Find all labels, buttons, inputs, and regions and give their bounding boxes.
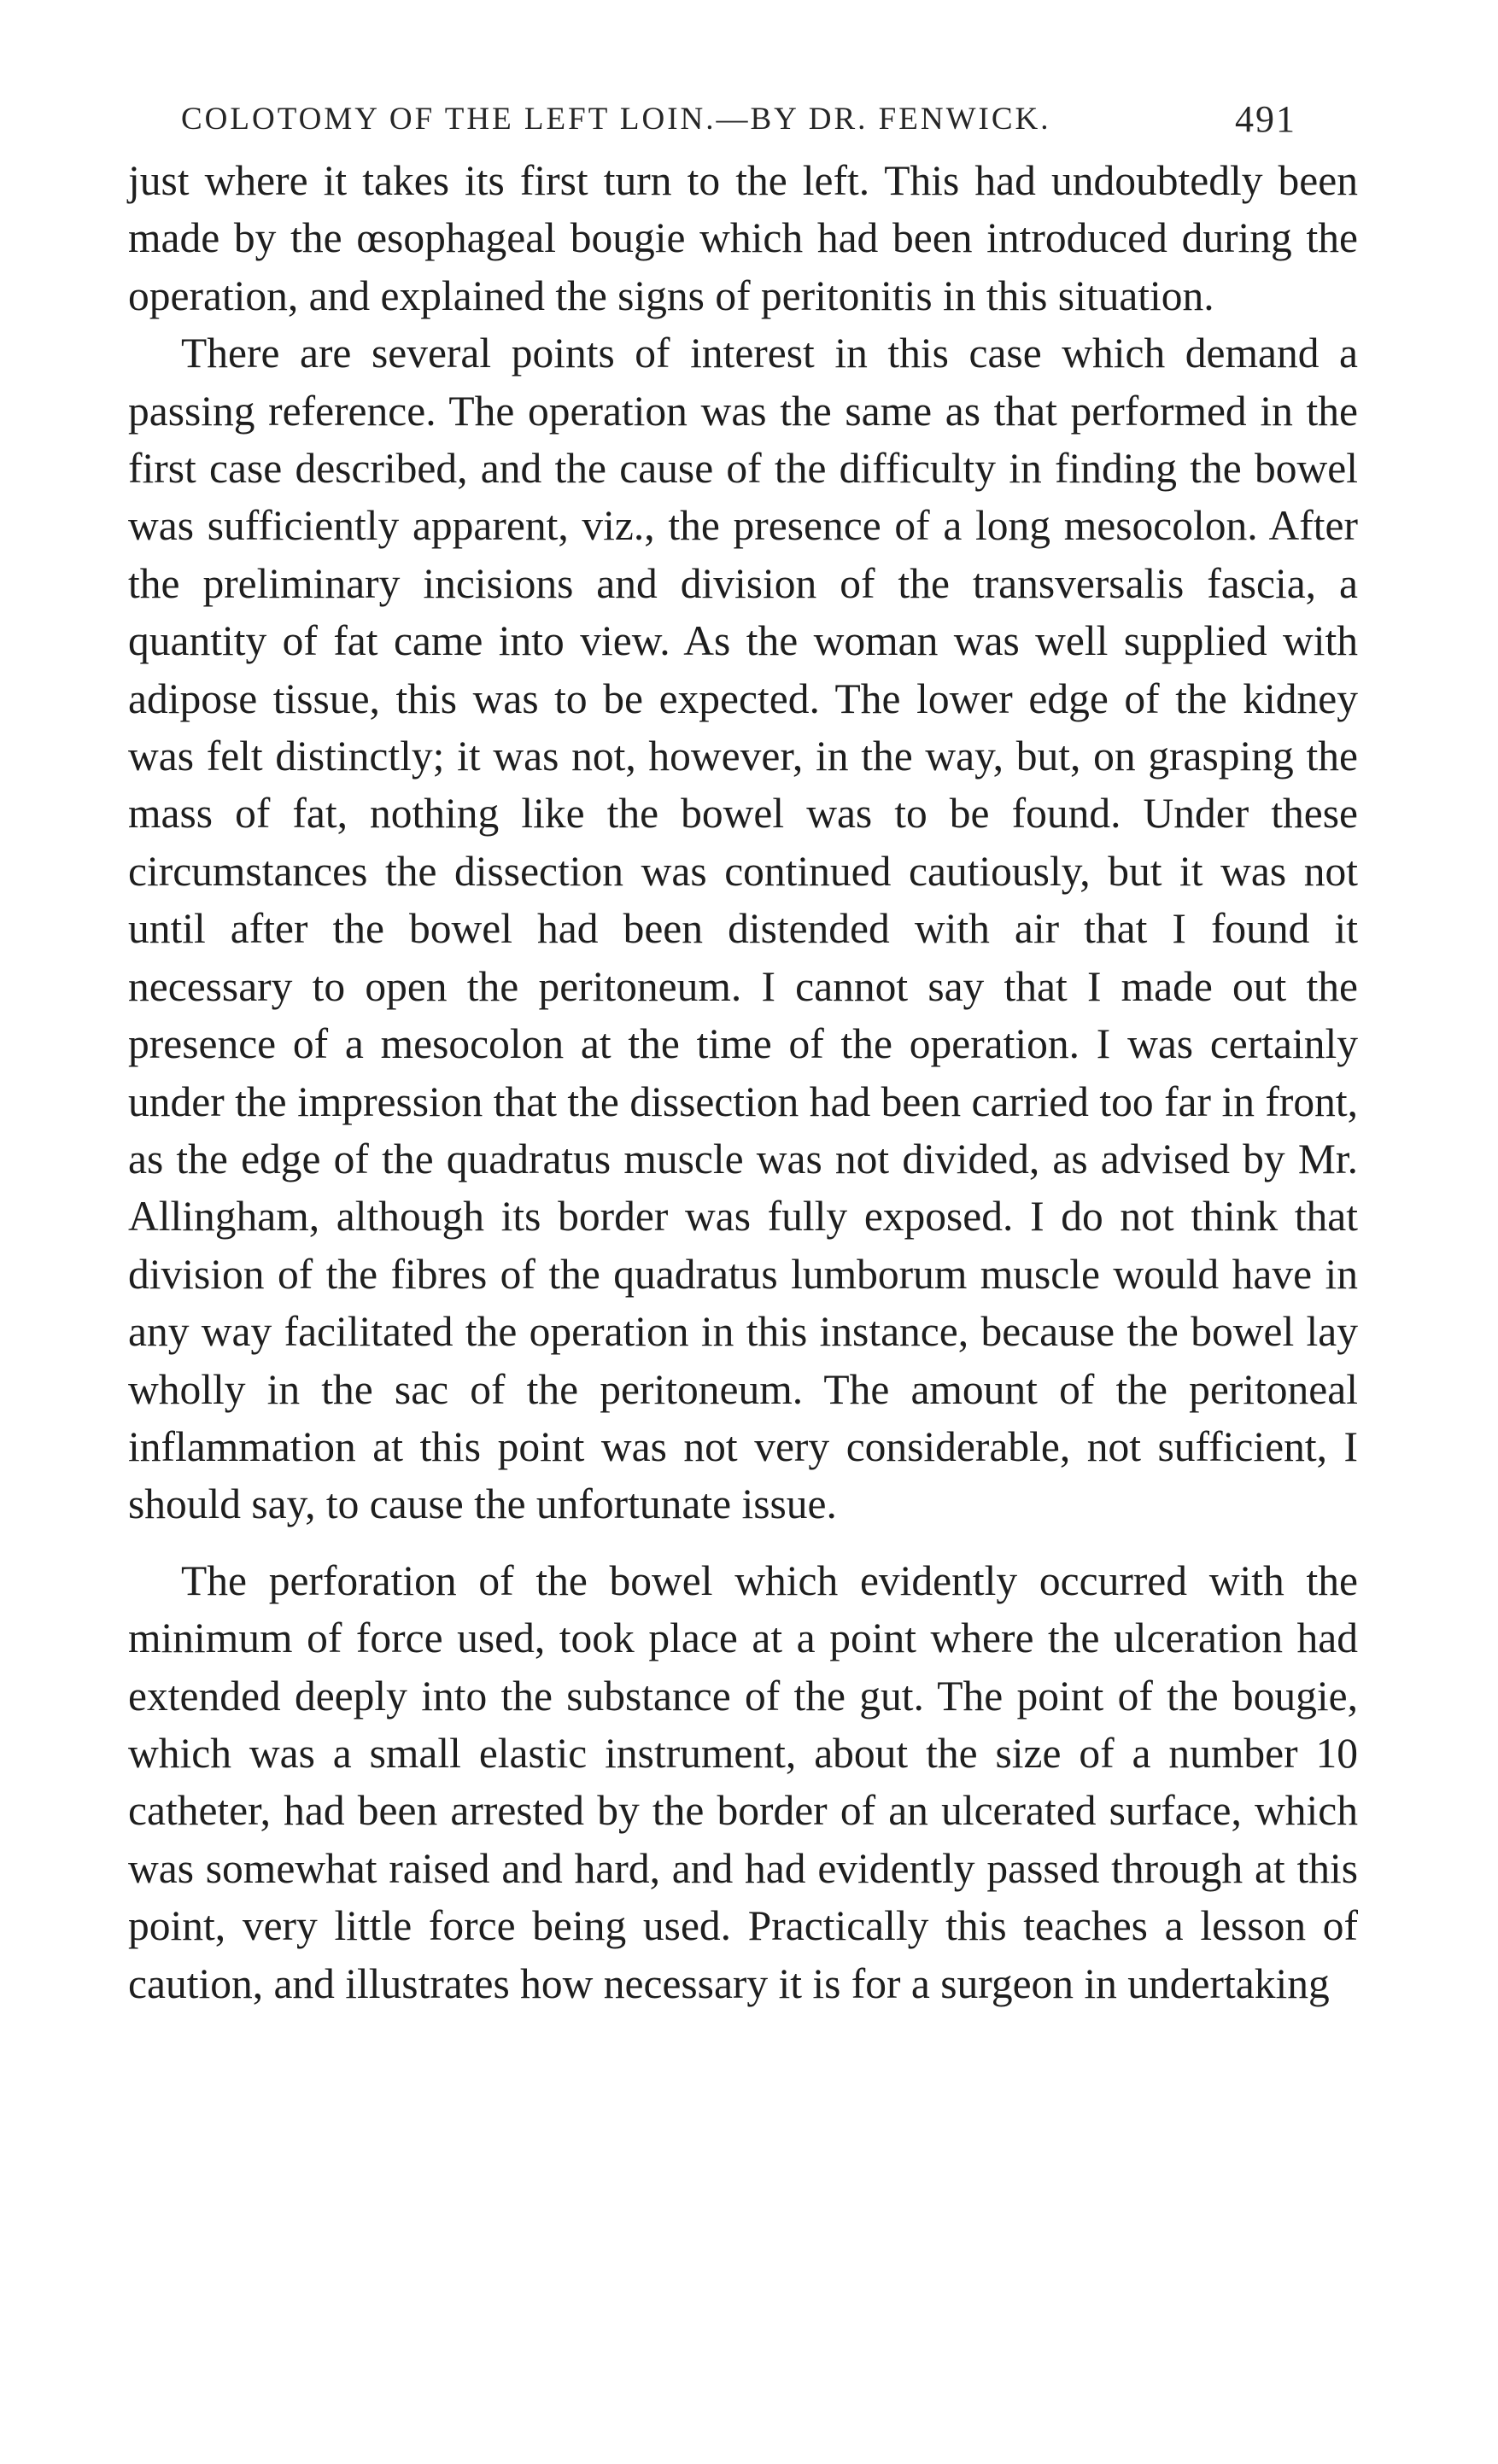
running-head: COLOTOMY OF THE LEFT LOIN.—BY DR. FENWICK. bbox=[181, 102, 1051, 137]
page-header bbox=[128, 51, 1358, 145]
paragraph-1: just where it takes its first turn to the left. This had undoubtedly been made by the œsophageal bougie which had been introduced during the operation, and explained the signs of peritonitis in this situation. bbox=[128, 157, 1358, 319]
page-number: 491 bbox=[1235, 98, 1296, 140]
body-text bbox=[128, 152, 1358, 2012]
paragraph-3: The perforation of the bowel which evidently occurred with the minimum of force used, took place at a point where the ulceration had extended deeply into the substance of the gut. The point of the bougie, which was a small elastic instrument, about the size of a number 10 catheter, had been arrested by the border of an ulcerated surface, which was somewhat raised and hard, and had evidently passed through at this point, very little force being used. Practically this teaches a lesson of caution, and illustrates how necessary it is for a surgeon in undertaking bbox=[128, 1556, 1358, 2007]
document-page bbox=[128, 51, 1358, 2007]
paragraph-2: There are several points of interest in this case which demand a passing reference. The operation was the same as that performed in the first case described, and the cause of the difficulty in finding the bowel was sufficiently apparent, viz., the presence of a long mesocolon. After the preliminary incisions and division of the transversalis fascia, a quantity of fat came into view. As the woman was well supplied with adipose tissue, this was to be expected. The lower edge of the kidney was felt distinctly; it was not, however, in the way, but, on grasping the mass of fat, nothing like the bowel was to be found. Under these circumstances the dissection was continued cautiously, but it was not until after the bowel had been distended with air that I found it necessary to open the peritoneum. I cannot say that I made out the presence of a mesocolon at the time of the operation. I was certainly under the impression that the dissection had been carried too far in front, as the edge of the quadratus muscle was not divided, as advised by Mr. Allingham, although its border was fully exposed. I do not think that division of the fibres of the quadratus lumborum muscle would have in any way facilitated the operation in this instance, because the bowel lay wholly in the sac of the peritoneum. The amount of the peritoneal inflammation at this point was not very considerable, not sufficient, I should say, to cause the unfortunate issue. bbox=[128, 330, 1358, 1528]
